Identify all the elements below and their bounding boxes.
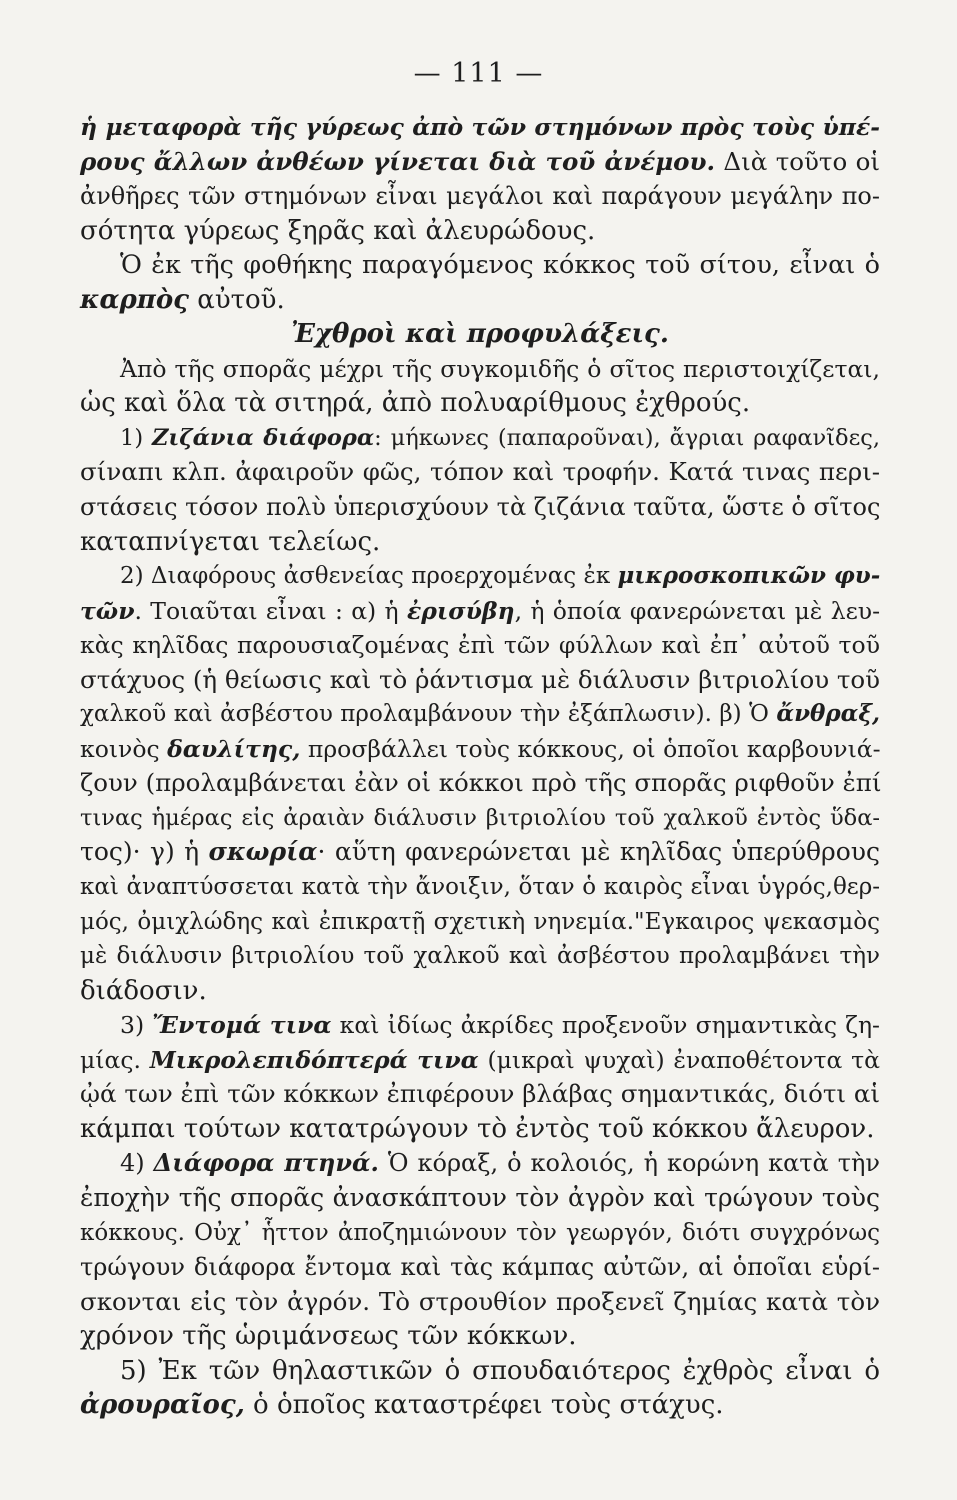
emphasized-term: ἐρισύβη bbox=[406, 596, 515, 625]
text-span: 1) bbox=[120, 424, 152, 451]
text-span: διάδοσιν. bbox=[80, 975, 207, 1006]
text-span: , ἡ ὁποία φανερώνεται μὲ λευ- bbox=[514, 596, 881, 625]
text-line bbox=[80, 1388, 880, 1423]
text-span: χρόνον τῆς ὡριμάνσεως τῶν κόκκων. bbox=[80, 1321, 577, 1352]
text-line bbox=[80, 421, 880, 456]
text-line bbox=[80, 766, 880, 801]
text-line bbox=[80, 1043, 880, 1078]
text-line bbox=[80, 1285, 880, 1320]
text-span: καὶ ἀναπτύσσεται κατὰ τὴν ἄνοιξιν, ὅταν ὁ καιρὸς εἶναι ὑγρός,θερ- bbox=[80, 874, 880, 901]
text-line bbox=[80, 110, 880, 145]
text-span: κόκκους. Οὐχ᾽ ἧττον ἀποζημιώνουν τὸν γεωργόν, διότι συγχρόνως bbox=[80, 1219, 880, 1246]
text-line bbox=[80, 248, 880, 283]
text-span: 2) Διαφόρους ἀσθενείας προερχομένας ἐκ bbox=[120, 563, 618, 590]
text-line bbox=[80, 835, 880, 870]
body-text bbox=[80, 110, 880, 1423]
emphasized-term: Μικρολεπιδόπτερά τινα bbox=[149, 1045, 479, 1074]
text-line bbox=[80, 1077, 880, 1112]
text-span: μίας. bbox=[80, 1045, 150, 1074]
emphasized-term: Ζιζάνια διάφορα bbox=[151, 424, 375, 451]
text-span: · αὕτη φανερώνεται μὲ κηλῖδας ὑπερύθρους bbox=[317, 837, 880, 867]
text-span: στάσεις τόσον πολὺ ὑπερισχύουν τὰ ζιζάνια ταῦτα, ὥστε ὁ σῖτος bbox=[80, 493, 881, 522]
text-span: 3) bbox=[120, 1011, 153, 1040]
text-line bbox=[80, 628, 880, 663]
text-span: κάμπαι τούτων κατατρώγουν τὸ ἐντὸς τοῦ κόκκου ἄλευρον. bbox=[80, 1113, 875, 1144]
text-span: Διὰ τοῦτο οἱ bbox=[715, 146, 880, 176]
text-span: ἀνθῆρες τῶν στημόνων εἶναι μεγάλοι καὶ παράγουν μεγάλην πο- bbox=[80, 182, 880, 211]
text-line bbox=[80, 1250, 880, 1285]
text-line bbox=[80, 1319, 880, 1354]
text-line bbox=[80, 870, 880, 905]
text-span: στάχυος (ἡ θείωσις καὶ τὸ ῥάντισμα μὲ διάλυσιν βιτριολίου τοῦ bbox=[80, 664, 881, 694]
text-span: ὁ ὁποῖος καταστρέφει τοὺς στάχυς. bbox=[244, 1390, 724, 1421]
emphasized-term: ἀρουραῖος, bbox=[80, 1390, 245, 1421]
section-heading bbox=[80, 317, 880, 352]
text-span: ὡς καὶ ὅλα τὰ σιτηρά, ἀπὸ πολυαρίθμους ἐχθρούς. bbox=[80, 388, 751, 419]
emphasized-term: καρπὸς bbox=[80, 284, 189, 315]
text-span: καὶ ἰδίως ἀκρίδες προξενοῦν σημαντικὰς ζη- bbox=[331, 1011, 880, 1040]
text-span: κοινὸς bbox=[80, 734, 168, 763]
text-span: μός, ὀμιχλώδης καὶ ἐπικρατῇ σχετικὴ νηνεμία."Εγκαιρος ψεκασμὸς bbox=[80, 908, 880, 935]
text-span: τινας ἡμέρας εἰς ἀραιὰν διάλυσιν βιτριολίου τοῦ χαλκοῦ ἐντὸς ὕδα- bbox=[80, 804, 880, 831]
text-span: σκονται εἰς τὸν ἀγρόν. Τὸ στρουθίον προξενεῖ ζημίας κατὰ τὸν bbox=[80, 1286, 880, 1316]
text-line bbox=[80, 1354, 880, 1389]
text-span: 5) Ἐκ τῶν θηλαστικῶν ὁ σπουδαιότερος ἐχθρὸς εἶναι ὁ bbox=[120, 1355, 880, 1386]
text-span: σότητα γύρεως ξηρᾶς καὶ ἀλευρώδους. bbox=[80, 215, 596, 246]
text-span: καταπνίγεται τελείως. bbox=[80, 526, 381, 557]
text-line bbox=[80, 732, 880, 767]
text-line bbox=[80, 490, 880, 525]
page-number: — 111 — bbox=[413, 58, 544, 89]
text-span: : μήκωνες (παπαροῦναι), ἄγριαι ραφανῖδες, bbox=[374, 424, 880, 451]
text-span: ζουν (προλαμβάνεται ἐὰν οἱ κόκκοι πρὸ τῆς σπορᾶς ριφθοῦν ἐπί bbox=[80, 768, 882, 798]
text-span: 4) bbox=[120, 1149, 154, 1178]
text-line bbox=[80, 559, 880, 594]
text-span: . Τοιαῦται εἶναι : α) ἡ bbox=[134, 596, 407, 625]
text-line bbox=[80, 283, 880, 318]
text-span: προσβάλλει τοὺς κόκκους, οἱ ὁποῖοι καρβουνιά- bbox=[300, 734, 881, 763]
text-span: αὐτοῦ. bbox=[189, 284, 285, 315]
text-span: τος)· γ) ἡ bbox=[80, 837, 209, 867]
text-line bbox=[80, 1216, 880, 1251]
text-span: ᾠά των ἐπὶ τῶν κόκκων ἐπιφέρουν βλάβας σημαντικάς, διότι αἱ bbox=[80, 1079, 880, 1109]
text-line bbox=[80, 905, 880, 940]
heading-text: Ἐχθροὶ καὶ προφυλάξεις. bbox=[291, 319, 669, 350]
text-span: Ὁ ἐκ τῆς φοθήκης παραγόμενος κόκκος τοῦ σίτου, εἶναι ὁ bbox=[120, 250, 880, 281]
emphasized-term: Διάφορα πτηνά. bbox=[153, 1148, 379, 1178]
text-line bbox=[80, 386, 880, 421]
text-line bbox=[80, 663, 880, 698]
text-line bbox=[80, 1146, 880, 1181]
text-span: τρώγουν διάφορα ἔντομα καὶ τὰς κάμπας αὐτῶν, αἱ ὁποῖαι εὑρί- bbox=[80, 1253, 880, 1282]
text-line bbox=[80, 1181, 880, 1216]
emphasized-term: σκωρία bbox=[208, 837, 318, 867]
emphasized-term: ἡ μεταφορὰ τῆς γύρεως ἀπὸ τῶν στημόνων πρὸς τοὺς ὑπέ- bbox=[80, 113, 880, 141]
emphasized-term: τῶν bbox=[80, 596, 135, 625]
text-line bbox=[80, 801, 880, 836]
text-line bbox=[80, 352, 880, 387]
emphasized-term: Ἔντομά τινα bbox=[152, 1011, 332, 1040]
text-line bbox=[80, 455, 880, 490]
text-span: ἐποχὴν τῆς σπορᾶς ἀνασκάπτουν τὸν ἀγρὸν καὶ τρώγουν τοὺς bbox=[80, 1182, 880, 1212]
emphasized-term: ἄνθραξ, bbox=[776, 700, 880, 728]
text-line bbox=[80, 214, 880, 249]
text-line bbox=[80, 145, 880, 180]
emphasized-term: δαυλίτης, bbox=[167, 734, 301, 763]
text-line bbox=[80, 697, 880, 732]
text-span: (μικραὶ ψυχαὶ) ἐναποθέτοντα τὰ bbox=[478, 1045, 880, 1074]
text-span: κὰς κηλῖδας παρουσιαζομένας ἐπὶ τῶν φύλλων καὶ ἐπ᾽ αὐτοῦ τοῦ bbox=[80, 631, 880, 660]
text-line bbox=[80, 594, 880, 629]
text-line bbox=[80, 974, 880, 1009]
text-line bbox=[80, 1112, 880, 1147]
text-line bbox=[80, 1008, 880, 1043]
emphasized-term: μικροσκοπικῶν φυ- bbox=[617, 562, 881, 590]
text-span: μὲ διάλυσιν βιτριολίου τοῦ χαλκοῦ καὶ ἀσβέστου προλαμβάνει τὴν bbox=[80, 943, 880, 970]
text-span: Ὁ κόραξ, ὁ κολοιός, ἡ κορώνη κατὰ τὴν bbox=[378, 1149, 881, 1178]
text-span: σίναπι κλπ. ἀφαιροῦν φῶς, τόπον καὶ τροφήν. Κατά τινας περι- bbox=[80, 457, 880, 487]
text-span: χαλκοῦ καὶ ἀσβέστου προλαμβάνουν τὴν ἐξάπλωσιν). β) Ὁ bbox=[80, 701, 777, 728]
text-span: Ἀπὸ τῆς σπορᾶς μέχρι τῆς συγκομιδῆς ὁ σῖτος περιστοιχίζεται, bbox=[120, 354, 880, 383]
text-line bbox=[80, 525, 880, 560]
text-line bbox=[80, 179, 880, 214]
text-line bbox=[80, 939, 880, 974]
emphasized-term: ρους ἄλλων ἀνθέων γίνεται διὰ τοῦ ἀνέμου. bbox=[80, 146, 716, 176]
